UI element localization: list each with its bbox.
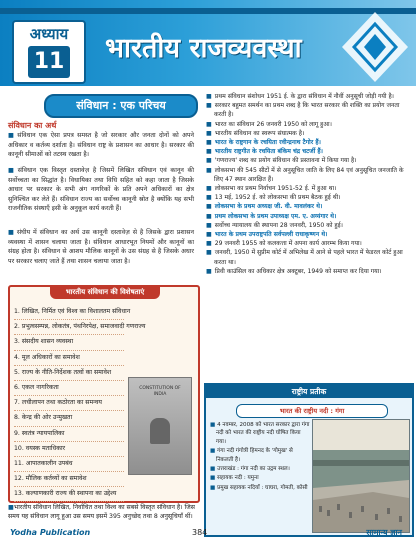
bullet-icon: ■ — [8, 229, 15, 236]
constitution-book-image — [128, 377, 192, 475]
river-fact-text: गंगा नदी गंगोत्री हिमनद के 'गोमुख' से निकलती है। — [216, 448, 293, 463]
right-item-text: लोकसभा के प्रथम अध्यक्ष जी. वी. मावलंकर थे। — [214, 203, 323, 211]
right-item-text: प्रथम लोकसभा के प्रथम उपाध्यक्ष एम. ए. अय्यंगार थे। — [214, 212, 337, 220]
river-fact-text: सहायक नदी : यमुना — [217, 475, 259, 482]
bullet-icon: ■ — [8, 167, 16, 174]
right-item — [206, 230, 410, 239]
feature-item: 8. केन्द्र की ओर उन्मुखता — [14, 411, 124, 426]
chapter-header — [0, 0, 416, 86]
constitution-book-caption: CONSTITUTION OF INDIA — [139, 386, 181, 397]
right-item-text: जनवरी, 1950 में सुप्रीम कोर्ट में अभिलेख में आने से पहले भारत में फेडरल कोर्ट हुआ करता था। — [214, 249, 403, 266]
right-item-text: 13 मई, 1952 ई. को लोकसभा की प्रथम बैठक हुई थी। — [214, 194, 341, 202]
left-paragraph-1 — [8, 131, 194, 160]
river-fact-text: 4 नवम्बर, 2008 को भारत सरकार द्वारा गंगा नदी को भारत की राष्ट्रीय नदी घोषित किया गया। — [216, 422, 310, 445]
river-fact — [210, 484, 310, 492]
header-decoration-icon — [340, 10, 410, 84]
right-item-text: 'गणराज्य' शब्द का प्रयोग संविधान की प्रस्तावना में किया गया है। — [214, 157, 357, 165]
chapter-label: अध्याय — [29, 25, 69, 43]
bullet-icon: ■ — [206, 221, 212, 229]
right-item — [206, 239, 410, 248]
right-item-text: लोकसभा का प्रथम निर्वाचन 1951-52 ई. में हुआ था। — [214, 185, 337, 193]
right-item-text: भारत के राष्ट्रगान के रचयिता रवीन्द्रनाथ टैगोर हैं। — [214, 139, 321, 147]
left-paragraph-1-text: संविधान एक ऐसा प्रपत्र समस्त है जो सरकार और जनता दोनों को अपने अधिकार व कर्तव्य दर्शाता है। संविधान राष्ट्र के प्रशासन का आधार है। सरकार की कानूनी सीमाओं को तटस्थ रखता है। — [8, 132, 194, 159]
right-item — [206, 92, 410, 101]
right-item-text: लोकसभा की 545 सीटों में से अनुसूचित जाति के लिए 84 एवं अनुसूचित जनजाति के लिए 47 स्थान आरक्षित हैं। — [214, 166, 404, 183]
emblem-icon — [150, 418, 170, 444]
footer-publisher: Yodha Publication — [10, 528, 91, 537]
right-item-text: भारतीय संविधान का स्वरूप संघात्मक है। — [214, 129, 305, 137]
features-heading: भारतीय संविधान की विशेषताएं — [50, 285, 160, 299]
right-item — [206, 147, 410, 156]
bullet-icon: ■ — [210, 422, 218, 428]
right-item — [206, 193, 410, 202]
right-item-text: सरकार बहुमत समर्थन का प्रथम शब्द है कि भारत सरकार की शक्ति का प्रयोग जनता करती है। — [214, 102, 400, 119]
bullet-icon: ■ — [206, 267, 212, 275]
bullet-icon: ■ — [206, 240, 212, 248]
feature-item: 7. लचीलापन तथा कठोरता का समन्वय — [14, 396, 124, 411]
left-paragraph-3-text: संघीय में संविधान का अर्थ उस कानूनी दस्तावेज़ से है जिसके द्वारा प्रशासन व्यवस्था में शासन चलाया जाता है। संविधान आधारभूत नियमों और कानूनों का संग्रह होता है। संविधान से आशय मौलिक कानूनों के उस संग्रह से है जिसके अधार पर सरकार चलाए जाते हैं तथा शासन चलाया जाता है। — [8, 229, 194, 265]
national-symbols-heading: राष्ट्रीय प्रतीक — [206, 385, 412, 398]
features-list — [14, 305, 146, 502]
section-pill: संविधान : एक परिचय — [44, 94, 198, 118]
bullet-icon: ■ — [210, 466, 218, 473]
feature-item: 12. मौलिक कर्तव्यों का समावेश — [14, 472, 124, 487]
right-item — [206, 101, 410, 119]
right-column-text — [206, 92, 410, 276]
right-item-text: प्रिवी काउंसिल का अधिकार क्षेत्र अक्टूबर, 1949 को समाप्त कर दिया गया। — [214, 267, 382, 275]
left-paragraph-2-text: संविधान एक विस्तृत दस्तावेज़ है जिसमें लिखित संविधान एवं कानून की सर्वोच्चता का सिद्धांत है। विधायिका तथा विधि सहित को कहा जाता है जिसके आधार पर सरकार के सभी अंग नागरिकों के प्रति अपने अधिकारों का क्षेत्र सुनिश्चित कर लेते हैं। संविधान राज्य का सर्वोच्च कानूनी स्रोत है क्योंकि यह सभी राजनीतिक संस्थाएँ इसी के अनुकूल कार्य करती हैं। — [8, 167, 195, 213]
footer-book-title: सामान्य ज्ञान — [366, 528, 402, 537]
bullet-icon: ■ — [206, 93, 212, 100]
right-item — [206, 202, 410, 211]
bullet-icon: ■ — [210, 475, 218, 482]
right-item-text: भारत का संविधान 26 जनवरी 1950 को लागू हुआ। — [214, 120, 332, 128]
right-item — [206, 248, 410, 266]
chapter-badge — [12, 20, 86, 84]
right-item — [206, 221, 410, 230]
bullet-icon: ■ — [210, 484, 218, 491]
national-river-subheading: भारत की राष्ट्रीय नदी : गंगा — [236, 404, 388, 418]
bullet-icon: ■ — [206, 185, 212, 193]
national-river-list — [210, 421, 310, 493]
right-item — [206, 166, 410, 184]
right-item — [206, 267, 410, 276]
feature-item: 2. प्रभुत्वसम्पन्न, लोकतंत्र, पंथनिरपेक्ष, समाजवादी गणराज्य — [14, 320, 124, 335]
bullet-icon: ■ — [206, 139, 212, 147]
river-fact — [210, 421, 310, 446]
right-item-text: भारतीय राष्ट्रगीत के रचयिता बंकिम चंद्र चटर्जी हैं। — [214, 148, 323, 156]
left-paragraph-2 — [8, 166, 194, 214]
feature-item: 5. राज्य के नीति-निर्देशक तत्वों का समावेश — [14, 366, 124, 381]
national-symbols-box — [204, 383, 414, 537]
right-item — [206, 212, 410, 221]
feature-item: 4. मूल अधिकारों का समावेश — [14, 351, 124, 366]
bullet-icon: ■ — [206, 249, 212, 257]
right-item — [206, 184, 410, 193]
bullet-icon: ■ — [206, 148, 212, 156]
left-paragraph-3 — [8, 228, 194, 266]
river-fact — [210, 474, 310, 482]
bullet-icon: ■ — [210, 448, 218, 455]
river-fact-text: प्रमुख सहायक नदियाँ : घाघरा, गोमती, कोसी — [217, 484, 308, 491]
feature-item: 3. संसदीय शासन व्यवस्था — [14, 335, 124, 350]
right-item — [206, 120, 410, 129]
features-box — [8, 285, 200, 503]
bullet-icon: ■ — [206, 194, 212, 202]
feature-item: 9. स्वतंत्र न्यायपालिका — [14, 427, 124, 442]
bullet-icon: ■ — [206, 212, 212, 220]
bullet-icon: ■ — [8, 132, 16, 139]
page-number: 384 — [192, 528, 208, 537]
right-item — [206, 156, 410, 165]
chapter-number: 11 — [28, 46, 70, 78]
feature-item: 13. कल्याणकारी राज्य की स्थापना का उद्देश्य — [14, 487, 124, 502]
chapter-title: भारतीय राजव्यवस्था — [105, 33, 302, 64]
bullet-icon: ■ — [8, 504, 14, 511]
bullet-icon: ■ — [206, 166, 212, 174]
bullet-icon: ■ — [206, 157, 212, 165]
river-fact-text: उत्तराखंड : गंगा नदी का उद्गम स्थल। — [217, 466, 290, 473]
right-item-text: 29 जनवरी 1955 को कलकत्ता में अपना कार्य आरम्भ किया गया। — [214, 240, 362, 248]
section-subheading: संविधान का अर्थ — [8, 121, 57, 130]
right-item — [206, 138, 410, 147]
ganga-river-photo — [312, 419, 410, 533]
left-bottom-text: भारतीय संविधान लिखित, निर्वाचित तथा विश्व का सबसे विस्तृत संविधान है। जिस समय यह संविधान लागू हुआ उस समय इसमें 395 अनुच्छेद तथा 8 अनुसूचियाँ थीं। — [8, 504, 195, 521]
right-item-text: सर्वोच्च न्यायालय की स्थापना 28 जनवरी, 1950 को हुई। — [214, 221, 343, 229]
bullet-icon: ■ — [206, 129, 212, 137]
feature-item: 1. लिखित, निर्मित एवं विश्व का विशालतम संविधान — [14, 305, 124, 320]
right-item — [206, 129, 410, 138]
feature-item: 11. आपातकालीन उपबंध — [14, 457, 124, 472]
feature-item: 10. वयस्क मताधिकार — [14, 442, 124, 457]
bullet-icon: ■ — [206, 102, 212, 110]
right-item-text: प्रथम संविधान संशोधन 1951 ई. के द्वारा संविधान में नौवीं अनुसूची जोड़ी गयी है। — [214, 93, 394, 100]
left-bottom-paragraph — [8, 503, 198, 522]
river-fact — [210, 447, 310, 464]
feature-item: 6. एकल नागरिकता — [14, 381, 124, 396]
bullet-icon: ■ — [206, 231, 212, 239]
right-item-text: भारत के प्रथम उपराष्ट्रपति सर्वपल्ली राधाकृष्णन थे। — [214, 231, 328, 239]
bullet-icon: ■ — [206, 203, 212, 211]
bullet-icon: ■ — [206, 120, 212, 128]
river-fact — [210, 465, 310, 473]
